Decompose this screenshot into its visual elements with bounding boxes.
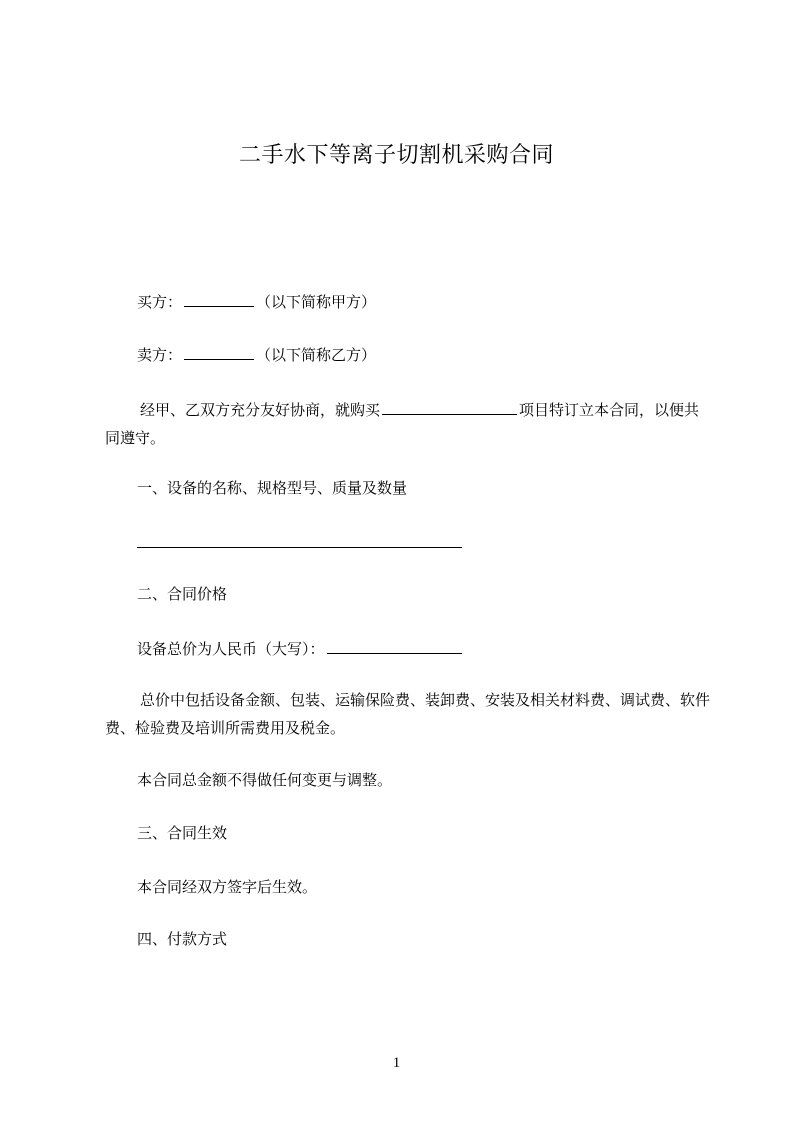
intro-text-part1: 经甲、乙双方充分友好协商，就购买	[140, 401, 381, 419]
section4-heading: 四、付款方式	[137, 930, 228, 948]
seller-line	[137, 344, 376, 366]
buyer-label: 买方：	[137, 293, 183, 311]
section3-heading: 三、合同生效	[137, 824, 228, 842]
buyer-note: （以下简称甲方）	[256, 293, 377, 311]
price-label: 设备总价为人民币（大写）：	[137, 640, 325, 658]
buyer-line	[137, 291, 376, 313]
page-number: 1	[392, 1055, 401, 1071]
price-line	[137, 638, 464, 660]
section2-heading: 二、合同价格	[137, 585, 228, 603]
price-amount-blank[interactable]	[327, 638, 462, 654]
project-name-blank[interactable]	[382, 399, 517, 415]
effective-clause: 本合同经双方签字后生效。	[137, 878, 318, 896]
seller-note: （以下简称乙方）	[256, 346, 377, 364]
price-includes-paragraph: 总价中包括设备金额、包装、运输保险费、装卸费、安装及相关材料费、调试费、软件费、检验费及培训所需费用及税金。	[105, 691, 711, 737]
seller-label: 卖方：	[137, 346, 183, 364]
intro-paragraph	[105, 396, 705, 452]
buyer-name-blank[interactable]	[184, 291, 254, 307]
seller-name-blank[interactable]	[184, 344, 254, 360]
equipment-spec-line	[137, 532, 462, 554]
section1-heading: 一、设备的名称、规格型号、质量及数量	[137, 479, 408, 497]
no-change-clause: 本合同总金额不得做任何变更与调整。	[137, 771, 393, 789]
page-title: 二手水下等离子切割机采购合同	[238, 143, 554, 168]
equipment-spec-blank[interactable]	[137, 532, 462, 548]
intro-text-part2: 项目特订立本合同，以便共同遵守。	[105, 401, 700, 447]
